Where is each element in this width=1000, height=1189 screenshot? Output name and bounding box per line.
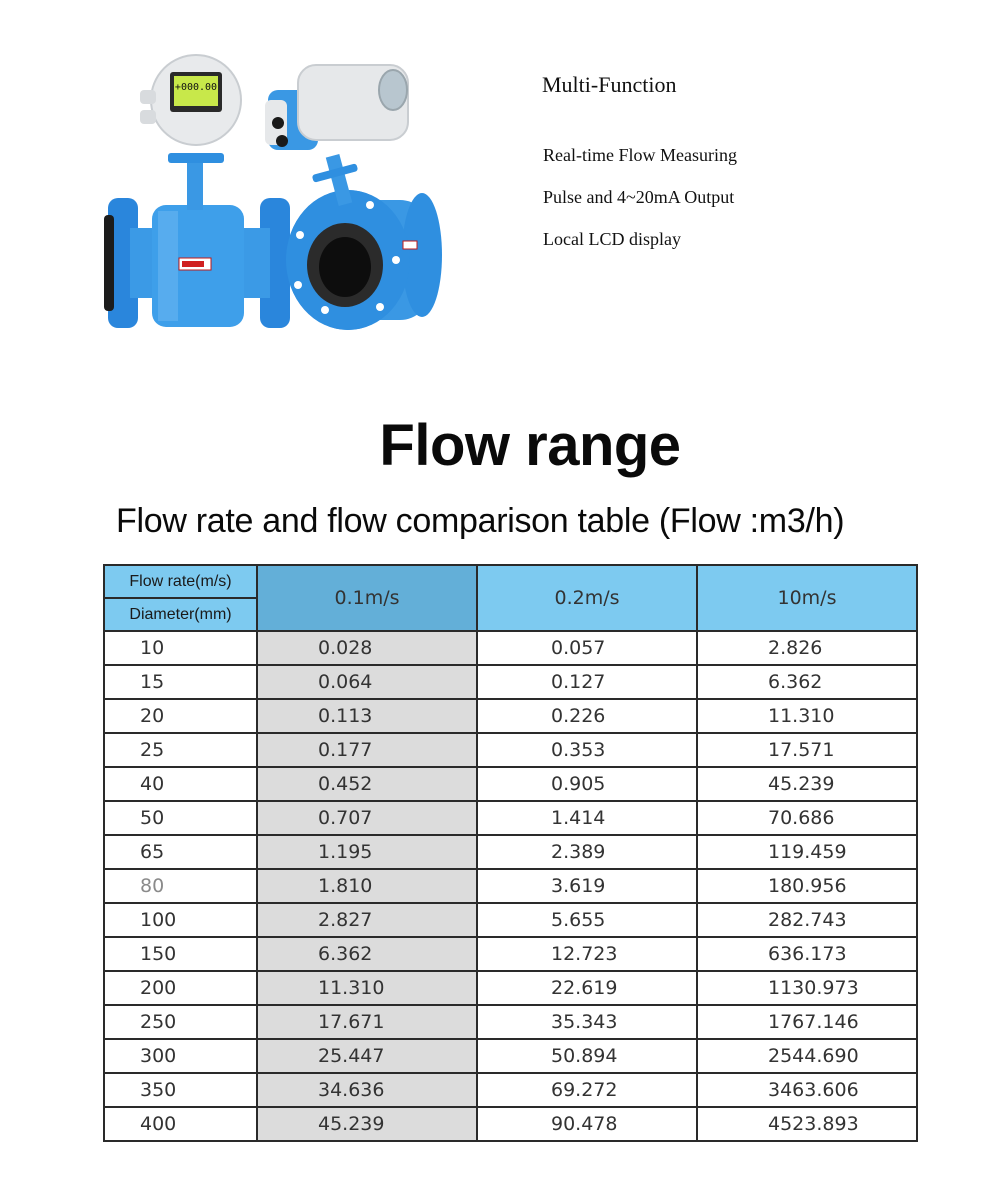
product-image bbox=[100, 45, 450, 340]
flow-0.1-cell: 17.671 bbox=[257, 1005, 477, 1039]
flow-0.1-cell: 0.452 bbox=[257, 767, 477, 801]
header-flow-rate: Flow rate(m/s) bbox=[104, 565, 257, 598]
flow-0.1-cell: 25.447 bbox=[257, 1039, 477, 1073]
diameter-cell: 350 bbox=[104, 1073, 257, 1107]
diameter-cell: 20 bbox=[104, 699, 257, 733]
diameter-cell: 300 bbox=[104, 1039, 257, 1073]
svg-text:+000.00: +000.00 bbox=[174, 82, 218, 93]
diameter-cell: 40 bbox=[104, 767, 257, 801]
flow-meter-illustration bbox=[100, 45, 450, 340]
diameter-cell: 200 bbox=[104, 971, 257, 1005]
flow-0.1-cell: 0.707 bbox=[257, 801, 477, 835]
diameter-cell: 50 bbox=[104, 801, 257, 835]
flow-0.2-cell: 69.272 bbox=[477, 1073, 697, 1107]
flow-10-cell: 3463.606 bbox=[697, 1073, 917, 1107]
table-header-row bbox=[104, 565, 917, 598]
table-row bbox=[104, 835, 917, 869]
diameter-cell: 15 bbox=[104, 665, 257, 699]
table-row bbox=[104, 631, 917, 665]
flow-0.2-cell: 0.127 bbox=[477, 665, 697, 699]
flow-0.1-cell: 45.239 bbox=[257, 1107, 477, 1141]
flow-0.1-cell: 1.810 bbox=[257, 869, 477, 903]
table-row bbox=[104, 1005, 917, 1039]
table-row bbox=[104, 801, 917, 835]
feature-item: Real-time Flow Measuring bbox=[543, 145, 737, 165]
flow-0.1-cell: 11.310 bbox=[257, 971, 477, 1005]
flow-10-cell: 6.362 bbox=[697, 665, 917, 699]
flow-comparison-table bbox=[103, 564, 918, 1142]
diameter-cell: 400 bbox=[104, 1107, 257, 1141]
table-body bbox=[104, 631, 917, 1141]
diameter-cell: 65 bbox=[104, 835, 257, 869]
table-row bbox=[104, 699, 917, 733]
flow-0.2-cell: 1.414 bbox=[477, 801, 697, 835]
flow-0.2-cell: 0.226 bbox=[477, 699, 697, 733]
flow-0.2-cell: 35.343 bbox=[477, 1005, 697, 1039]
table-row bbox=[104, 869, 917, 903]
left-flow-meter bbox=[104, 55, 290, 328]
feature-item: Local LCD display bbox=[543, 229, 681, 249]
table-row bbox=[104, 733, 917, 767]
flow-0.2-cell: 90.478 bbox=[477, 1107, 697, 1141]
flow-0.2-cell: 0.905 bbox=[477, 767, 697, 801]
flow-0.2-cell: 12.723 bbox=[477, 937, 697, 971]
diameter-cell: 80 bbox=[104, 869, 257, 903]
flow-0.2-cell: 0.057 bbox=[477, 631, 697, 665]
table-row bbox=[104, 1107, 917, 1141]
table-row bbox=[104, 1039, 917, 1073]
flow-10-cell: 4523.893 bbox=[697, 1107, 917, 1141]
flow-0.1-cell: 0.177 bbox=[257, 733, 477, 767]
diameter-cell: 25 bbox=[104, 733, 257, 767]
diameter-cell: 10 bbox=[104, 631, 257, 665]
flow-10-cell: 119.459 bbox=[697, 835, 917, 869]
flow-0.1-cell: 2.827 bbox=[257, 903, 477, 937]
header-col-0.1: 0.1m/s bbox=[257, 565, 477, 631]
flow-10-cell: 45.239 bbox=[697, 767, 917, 801]
flow-10-cell: 2544.690 bbox=[697, 1039, 917, 1073]
flow-10-cell: 1767.146 bbox=[697, 1005, 917, 1039]
header-col-10: 10m/s bbox=[697, 565, 917, 631]
flow-10-cell: 636.173 bbox=[697, 937, 917, 971]
flow-10-cell: 180.956 bbox=[697, 869, 917, 903]
table-row bbox=[104, 665, 917, 699]
flow-10-cell: 17.571 bbox=[697, 733, 917, 767]
flow-0.2-cell: 5.655 bbox=[477, 903, 697, 937]
flow-0.2-cell: 0.353 bbox=[477, 733, 697, 767]
flow-10-cell: 11.310 bbox=[697, 699, 917, 733]
flow-10-cell: 282.743 bbox=[697, 903, 917, 937]
flow-0.1-cell: 0.028 bbox=[257, 631, 477, 665]
header-col-0.2: 0.2m/s bbox=[477, 565, 697, 631]
section-subtitle: Flow rate and flow comparison table (Flow :m3/h) bbox=[116, 502, 845, 540]
right-flow-meter bbox=[265, 65, 442, 330]
flow-0.1-cell: 1.195 bbox=[257, 835, 477, 869]
flow-10-cell: 1130.973 bbox=[697, 971, 917, 1005]
feature-title: Multi-Function bbox=[542, 72, 677, 97]
flow-0.1-cell: 6.362 bbox=[257, 937, 477, 971]
diameter-cell: 150 bbox=[104, 937, 257, 971]
feature-item: Pulse and 4~20mA Output bbox=[543, 187, 735, 207]
table-row bbox=[104, 937, 917, 971]
diameter-cell: 250 bbox=[104, 1005, 257, 1039]
flow-0.1-cell: 0.113 bbox=[257, 699, 477, 733]
flow-0.2-cell: 2.389 bbox=[477, 835, 697, 869]
flow-10-cell: 2.826 bbox=[697, 631, 917, 665]
flow-10-cell: 70.686 bbox=[697, 801, 917, 835]
table-row bbox=[104, 971, 917, 1005]
flow-0.2-cell: 3.619 bbox=[477, 869, 697, 903]
flow-0.2-cell: 22.619 bbox=[477, 971, 697, 1005]
flow-0.1-cell: 0.064 bbox=[257, 665, 477, 699]
feature-list bbox=[542, 72, 737, 269]
table-row bbox=[104, 767, 917, 801]
section-title: Flow range bbox=[379, 413, 681, 478]
flow-0.2-cell: 50.894 bbox=[477, 1039, 697, 1073]
table-row bbox=[104, 1073, 917, 1107]
table-row bbox=[104, 903, 917, 937]
header-diameter: Diameter(mm) bbox=[104, 598, 257, 631]
diameter-cell: 100 bbox=[104, 903, 257, 937]
flow-0.1-cell: 34.636 bbox=[257, 1073, 477, 1107]
